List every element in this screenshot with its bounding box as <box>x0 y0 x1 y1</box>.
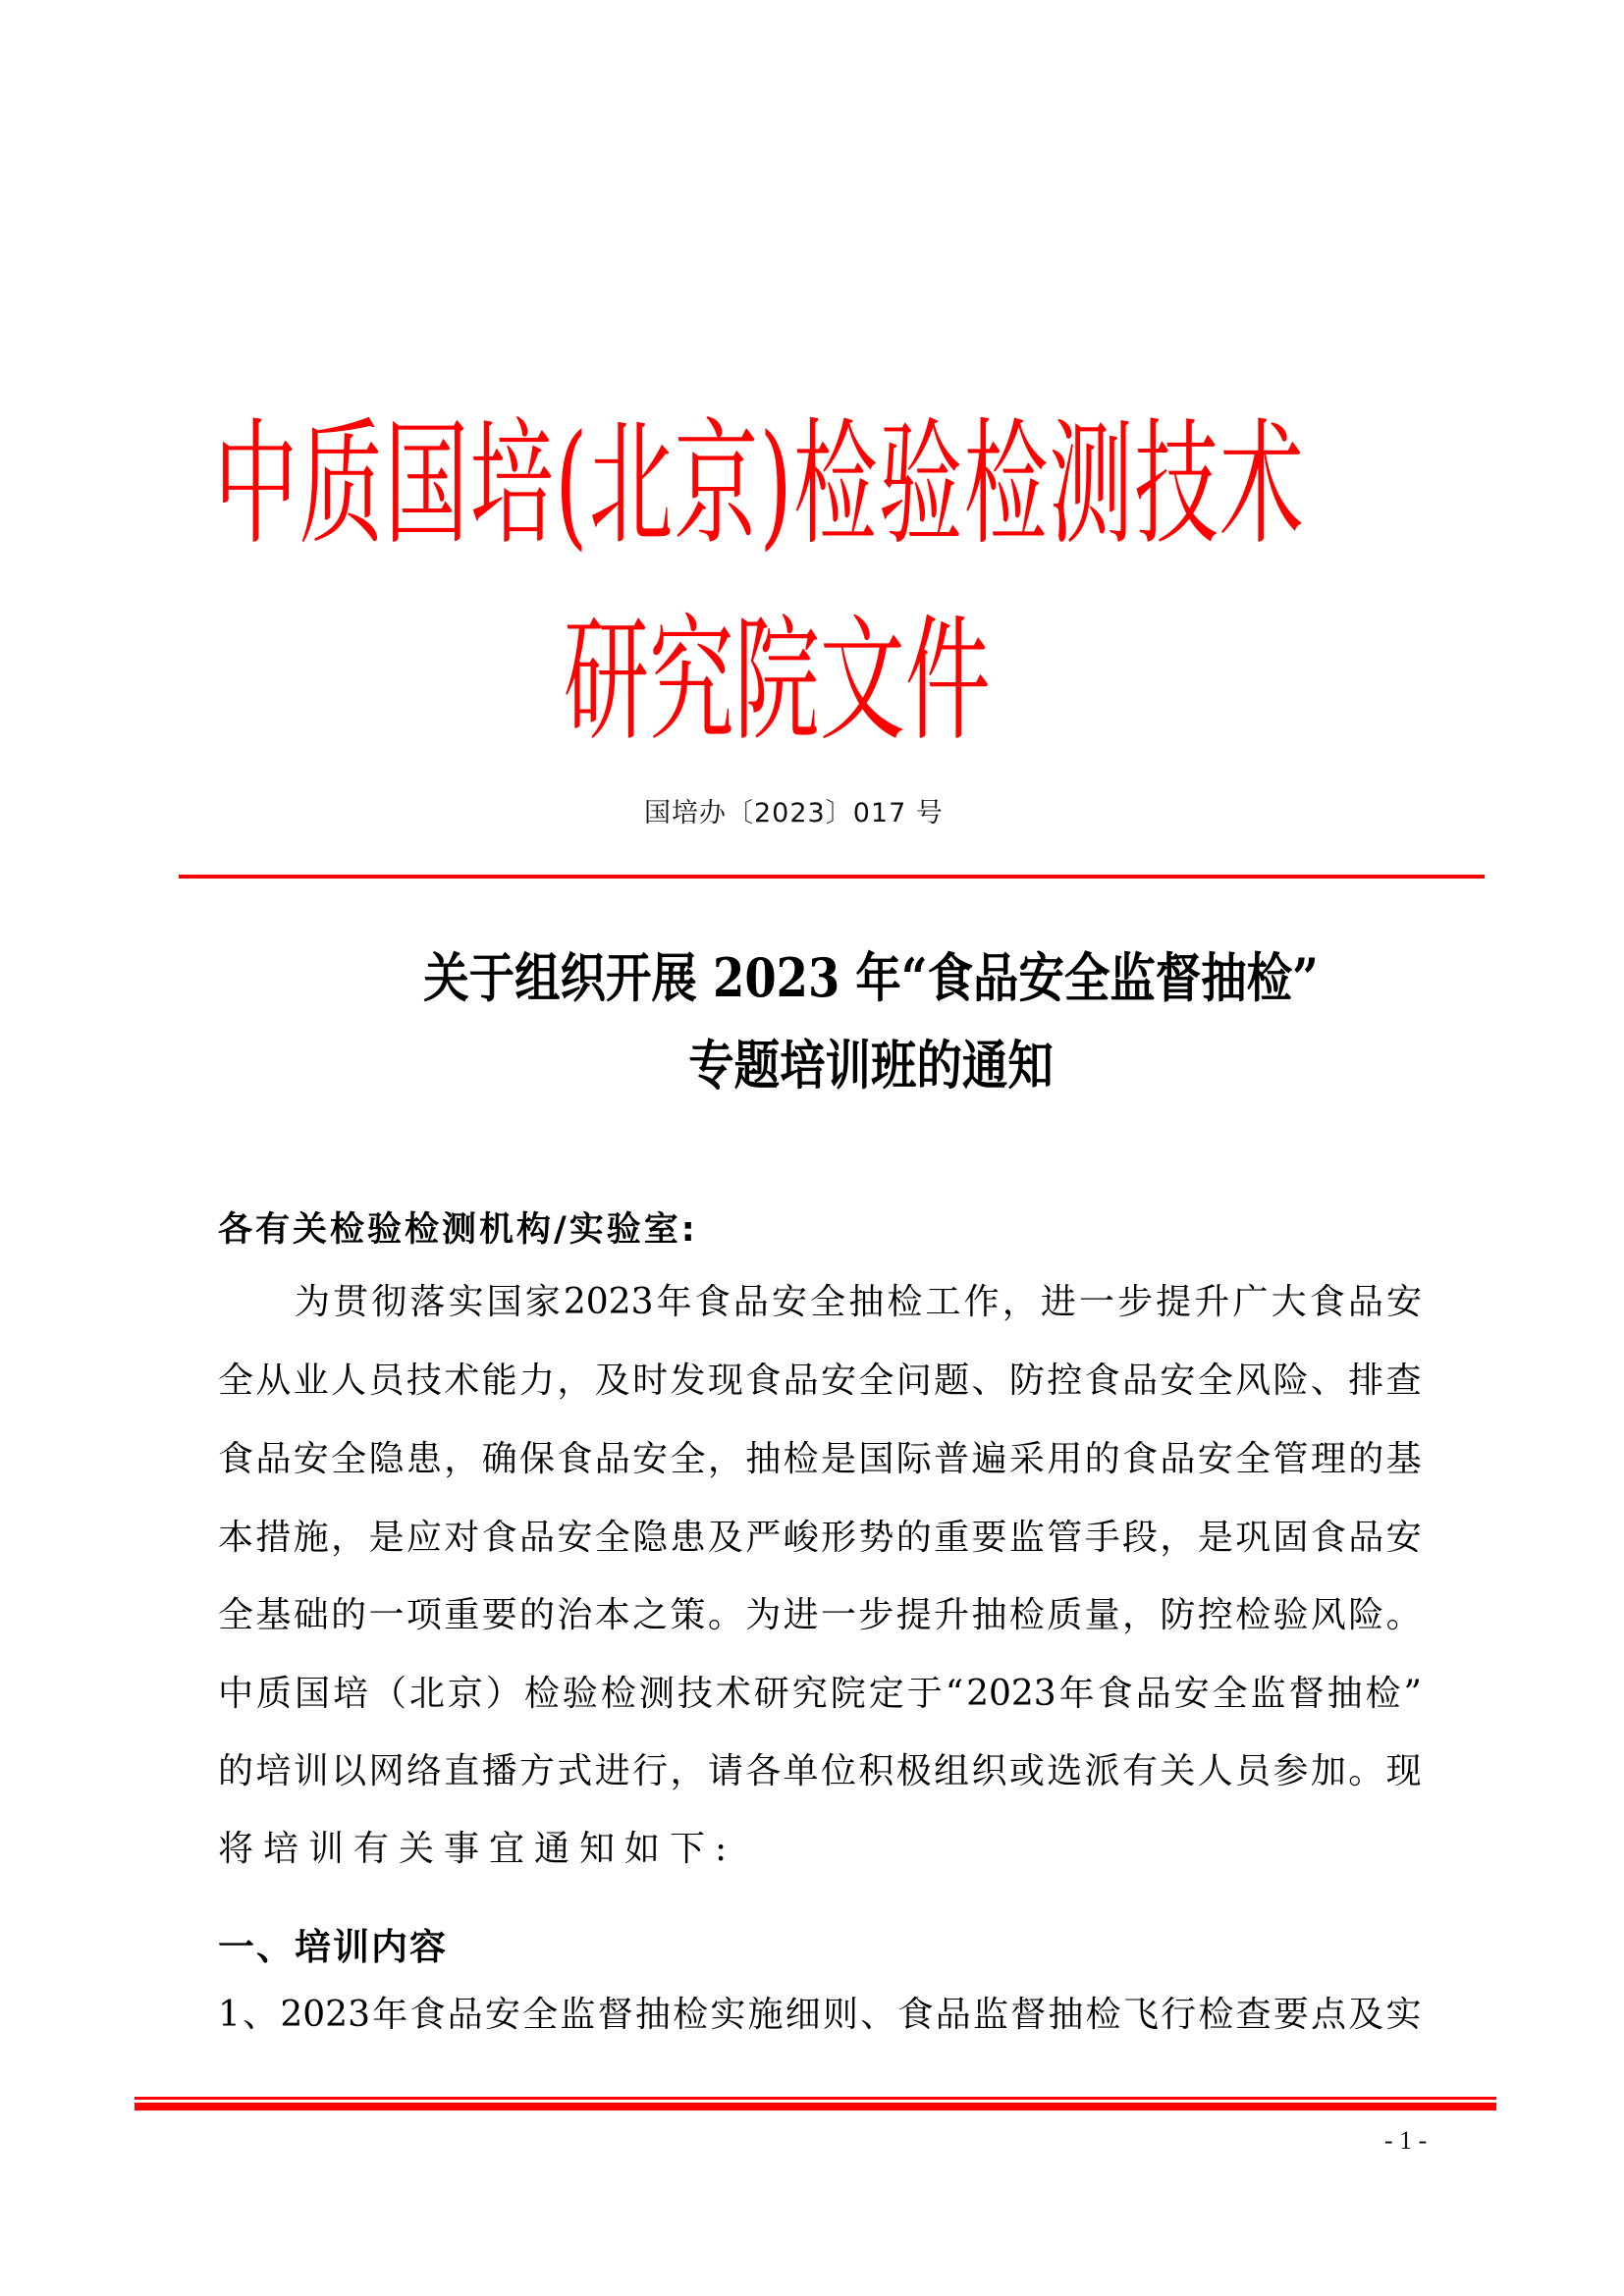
body-line: 将培训有关事宜通知如下: <box>218 1829 737 1869</box>
section-item: 1 、 2023 年 食 品 安 全 监 督 抽 检 实 施 细 则 、 食 品 监 督 抽 检 飞 行 检 查 要 点 及 实 <box>218 1995 1422 2035</box>
subject-title-line-2 <box>59 1034 1624 1096</box>
body-line: 全 基 础 的 一 项 重 要 的 治 本 之 策 。 为 进 一 步 提 升 抽 检 质 量 ， 防 控 检 验 风 险 。 <box>218 1595 1422 1635</box>
body-line: 全 从 业 人 员 技 术 能 力 ， 及 时 发 现 食 品 安 全 问 题 、 防 控 食 品 安 全 风 险 、 排 查 <box>218 1361 1422 1401</box>
subject-title-text-1: 关于组织开展 2023 年“食品安全监督抽检” <box>423 946 1319 1009</box>
subject-title-line-1 <box>59 946 1624 1009</box>
salutation: 各有关检验检测机构/实验室: <box>218 1210 698 1250</box>
document-number: 国培办〔2023〕017 号 <box>644 798 944 828</box>
footer-red-rule-thin <box>135 2097 1496 2100</box>
body-line: 的 培 训 以 网 络 直 播 方 式 进 行 ， 请 各 单 位 积 极 组 织 或 选 派 有 关 人 员 参 加 。 现 <box>218 1751 1422 1791</box>
subject-title-text-2: 专题培训班的通知 <box>688 1034 1054 1096</box>
org-title-line-1: 中质国培(北京)检验检测技术 <box>214 405 1305 563</box>
section-heading-training-content: 一、培训内容 <box>218 1926 448 1968</box>
org-title-line-2: 研究院文件 <box>564 602 991 760</box>
page-number: - 1 - <box>1384 2126 1428 2155</box>
body-line: 本 措 施 ， 是 应 对 食 品 安 全 隐 患 及 严 峻 形 势 的 重 要 监 管 手 段 ， 是 巩 固 食 品 安 <box>218 1518 1422 1558</box>
footer-red-rule-thick <box>135 2103 1496 2110</box>
body-line: 食 品 安 全 隐 患 ， 确 保 食 品 安 全 ， 抽 检 是 国 际 普 遍 采 用 的 食 品 安 全 管 理 的 基 <box>218 1439 1422 1479</box>
body-line: 中 质 国 培 （ 北 京 ） 检 验 检 测 技 术 研 究 院 定 于 “ 2023 年 食 品 安 全 监 督 抽 检 ” <box>218 1674 1422 1714</box>
header-red-rule <box>179 875 1485 879</box>
body-line: 为 贯 彻 落 实 国 家 2023 年 食 品 安 全 抽 检 工 作 ， 进 一 步 提 升 广 大 食 品 安 <box>295 1282 1422 1322</box>
